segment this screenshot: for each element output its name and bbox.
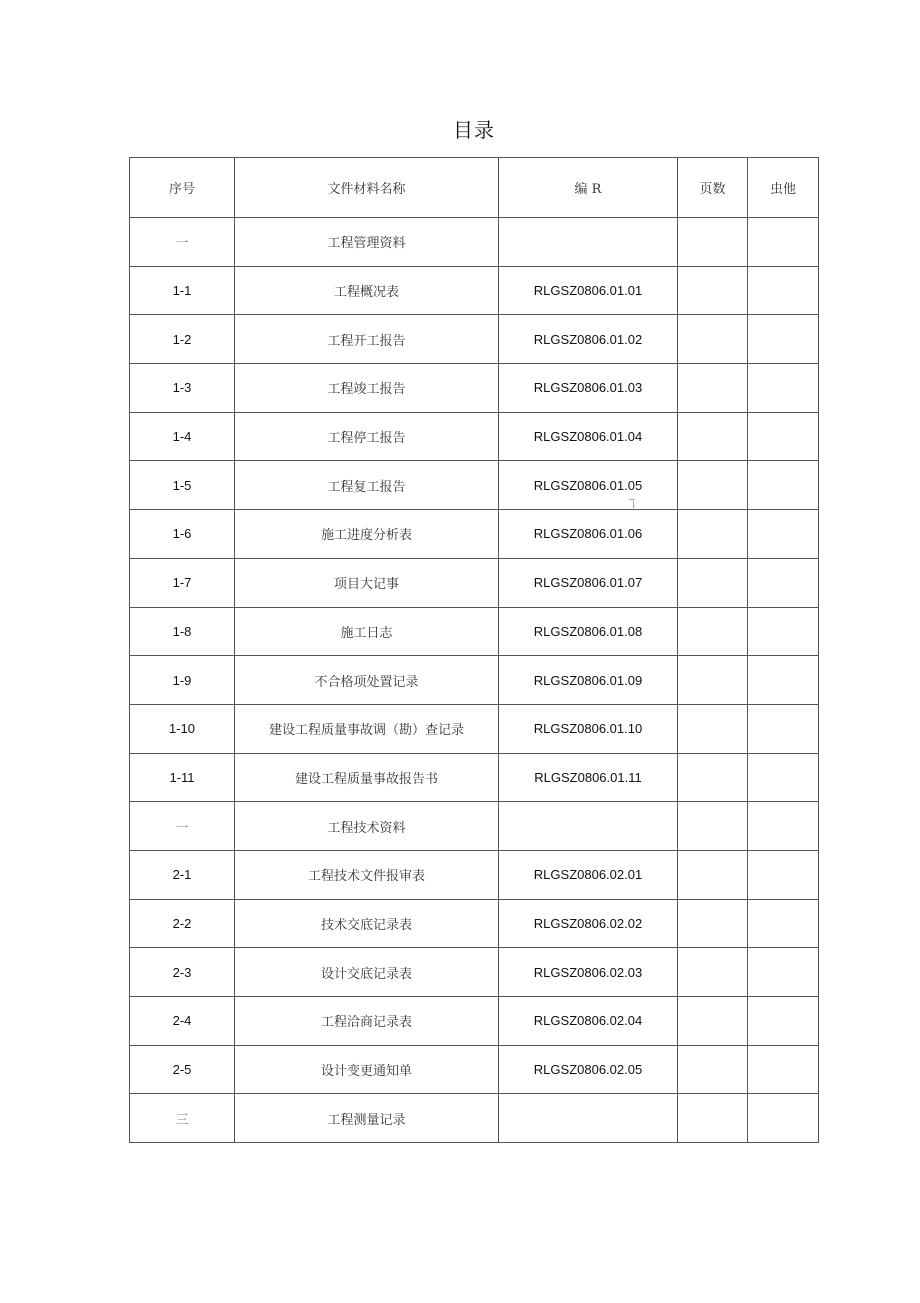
pages-cell xyxy=(678,607,748,656)
name-cell: 工程技术资料 xyxy=(235,802,499,851)
document-title: 目录 xyxy=(453,118,495,142)
section-row xyxy=(130,218,819,267)
code-cell: RLGSZ0806.02.04 xyxy=(499,997,678,1046)
header-name: 文件材料名称 xyxy=(235,158,499,218)
name-cell: 工程管理资料 xyxy=(235,218,499,267)
header-code: 编 R xyxy=(499,158,678,218)
seq-cell: 1-10 xyxy=(130,704,235,753)
section-row xyxy=(130,802,819,851)
pages-cell xyxy=(678,266,748,315)
pages-cell xyxy=(678,997,748,1046)
pages-cell xyxy=(678,948,748,997)
name-cell: 工程测量记录 xyxy=(235,1094,499,1143)
table-row xyxy=(130,753,819,802)
name-cell: 工程洽商记录表 xyxy=(235,997,499,1046)
toc-table xyxy=(129,157,819,1143)
other-cell xyxy=(748,218,819,267)
name-cell: 设计变更通知单 xyxy=(235,1045,499,1094)
code-cell: RLGSZ0806.01.05 xyxy=(499,461,678,510)
pages-cell xyxy=(678,656,748,705)
seq-cell: 2-2 xyxy=(130,899,235,948)
seq-cell: 1-1 xyxy=(130,266,235,315)
pages-cell xyxy=(678,1045,748,1094)
seq-cell: 1-8 xyxy=(130,607,235,656)
code-cell: RLGSZ0806.01.01 xyxy=(499,266,678,315)
name-cell: 工程停工报告 xyxy=(235,412,499,461)
seq-cell: 2-1 xyxy=(130,850,235,899)
other-cell xyxy=(748,315,819,364)
table-row xyxy=(130,364,819,413)
seq-cell: 一 xyxy=(130,802,235,851)
pages-cell xyxy=(678,850,748,899)
code-cell: RLGSZ0806.02.02 xyxy=(499,899,678,948)
code-cell: RLGSZ0806.01.07 xyxy=(499,558,678,607)
name-cell: 建设工程质量事故调（勘）查记录 xyxy=(235,704,499,753)
table-row xyxy=(130,315,819,364)
code-cell: RLGSZ0806.01.02 xyxy=(499,315,678,364)
other-cell xyxy=(748,899,819,948)
code-cell: RLGSZ0806.01.06 xyxy=(499,510,678,559)
seq-cell: 2-3 xyxy=(130,948,235,997)
other-cell xyxy=(748,997,819,1046)
name-cell: 不合格项处置记录 xyxy=(235,656,499,705)
other-cell xyxy=(748,607,819,656)
seq-cell: 1-2 xyxy=(130,315,235,364)
table-row xyxy=(130,1045,819,1094)
other-cell xyxy=(748,850,819,899)
seq-cell: 1-9 xyxy=(130,656,235,705)
table-row xyxy=(130,558,819,607)
name-cell: 技术交底记录表 xyxy=(235,899,499,948)
name-cell: 项目大记事 xyxy=(235,558,499,607)
seq-cell: 一 xyxy=(130,218,235,267)
pages-cell xyxy=(678,412,748,461)
name-cell: 施工日志 xyxy=(235,607,499,656)
seq-cell: 1-3 xyxy=(130,364,235,413)
table-row xyxy=(130,997,819,1046)
other-cell xyxy=(748,948,819,997)
name-cell: 建设工程质量事故报告书 xyxy=(235,753,499,802)
code-cell: RLGSZ0806.01.04 xyxy=(499,412,678,461)
header-pages: 页数 xyxy=(678,158,748,218)
pages-cell xyxy=(678,461,748,510)
code-cell: RLGSZ0806.01.03 xyxy=(499,364,678,413)
header-other: 虫他 xyxy=(748,158,819,218)
other-cell xyxy=(748,753,819,802)
table-row xyxy=(130,412,819,461)
other-cell xyxy=(748,704,819,753)
other-cell xyxy=(748,802,819,851)
pages-cell xyxy=(678,218,748,267)
code-cell xyxy=(499,218,678,267)
table-row xyxy=(130,850,819,899)
table-row xyxy=(130,266,819,315)
name-cell: 工程概况表 xyxy=(235,266,499,315)
name-cell: 工程技术文件报审表 xyxy=(235,850,499,899)
table-row xyxy=(130,948,819,997)
name-cell: 工程开工报告 xyxy=(235,315,499,364)
other-cell xyxy=(748,364,819,413)
table-row xyxy=(130,704,819,753)
pages-cell xyxy=(678,899,748,948)
seq-cell: 三 xyxy=(130,1094,235,1143)
code-cell: RLGSZ0806.02.03 xyxy=(499,948,678,997)
other-cell xyxy=(748,1094,819,1143)
pages-cell xyxy=(678,558,748,607)
stray-mark xyxy=(629,499,634,511)
other-cell xyxy=(748,412,819,461)
code-cell xyxy=(499,802,678,851)
seq-cell: 2-5 xyxy=(130,1045,235,1094)
other-cell xyxy=(748,266,819,315)
table-row xyxy=(130,656,819,705)
seq-cell: 1-7 xyxy=(130,558,235,607)
table-row xyxy=(130,899,819,948)
code-cell: RLGSZ0806.01.09 xyxy=(499,656,678,705)
name-cell: 施工进度分析表 xyxy=(235,510,499,559)
seq-cell: 1-11 xyxy=(130,753,235,802)
pages-cell xyxy=(678,1094,748,1143)
other-cell xyxy=(748,656,819,705)
pages-cell xyxy=(678,510,748,559)
name-cell: 设计交底记录表 xyxy=(235,948,499,997)
code-cell: RLGSZ0806.01.11 xyxy=(499,753,678,802)
section-row xyxy=(130,1094,819,1143)
table-row xyxy=(130,510,819,559)
pages-cell xyxy=(678,802,748,851)
pages-cell xyxy=(678,364,748,413)
toc-body xyxy=(130,218,819,1143)
header-row xyxy=(130,158,819,218)
seq-cell: 1-5 xyxy=(130,461,235,510)
pages-cell xyxy=(678,704,748,753)
other-cell xyxy=(748,461,819,510)
code-cell: RLGSZ0806.01.08 xyxy=(499,607,678,656)
name-cell: 工程竣工报告 xyxy=(235,364,499,413)
seq-cell: 2-4 xyxy=(130,997,235,1046)
code-cell: RLGSZ0806.01.10 xyxy=(499,704,678,753)
seq-cell: 1-4 xyxy=(130,412,235,461)
code-cell: RLGSZ0806.02.01 xyxy=(499,850,678,899)
pages-cell xyxy=(678,753,748,802)
code-cell xyxy=(499,1094,678,1143)
table-row xyxy=(130,461,819,510)
code-cell: RLGSZ0806.02.05 xyxy=(499,1045,678,1094)
name-cell: 工程复工报告 xyxy=(235,461,499,510)
pages-cell xyxy=(678,315,748,364)
other-cell xyxy=(748,558,819,607)
other-cell xyxy=(748,1045,819,1094)
other-cell xyxy=(748,510,819,559)
table-row xyxy=(130,607,819,656)
header-seq: 序号 xyxy=(130,158,235,218)
seq-cell: 1-6 xyxy=(130,510,235,559)
